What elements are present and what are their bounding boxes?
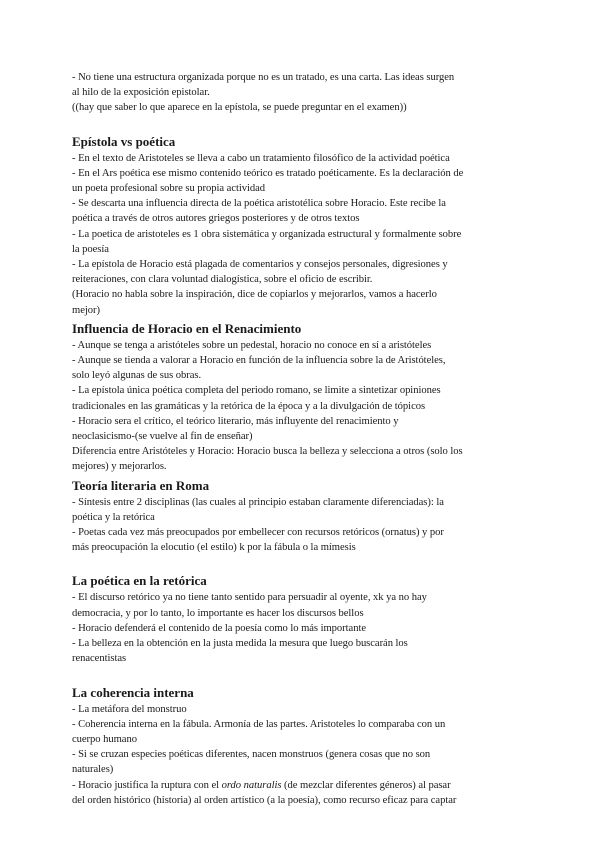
text-line: reiteraciones, con clara voluntad dialogística, sobre el oficio de escribir. [72,274,373,286]
text-line: tradicionales en las gramáticas y la retórica de la época y a la divulgación de tópicos [72,400,426,412]
text-line: - Horacio sera el crítico, el teórico literario, más influyente del renacimiento y [72,415,399,427]
section-epistola-vs-poetica [72,133,524,318]
text-line: renacentistas [72,653,127,665]
text-line: solo leyó algunas de sus obras. [72,370,202,382]
text-line: - Se descarta una influencia directa de la poética aristotélica sobre Horacio. Este recibe la [72,198,446,210]
text-line: - La poetica de aristoteles es 1 obra sistemática y organizada estructural y formalmente sobre [72,228,462,240]
text-line: ((hay que saber lo que aparece en la epístola, se puede preguntar en el examen)) [72,102,407,114]
text-line: mejor) [72,304,100,316]
text-line-with-italic [72,778,524,793]
text-line: poética a través de otros autores griegos posteriores y de otros textos [72,213,360,225]
text-line: al hilo de la exposición epistolar. [72,87,210,99]
text-line: - Aunque se tienda a valorar a Horacio en función de la influencia sobre la de Aristóteles, [72,355,446,367]
text-line: - La epístola de Horacio está plagada de comentarios y consejos personales, digresiones y [72,259,448,271]
section-heading: La coherencia interna [72,684,194,700]
text-line: - Si se cruzan especies poéticas diferentes, nacen monstruos (genera cosas que no son [72,749,431,761]
text-line: democracia, y por lo tanto, lo importante es hacer los discursos bellos [72,607,364,619]
text-fragment: - Horacio justifica la ruptura con el [72,779,222,791]
italic-term: ordo naturalis [221,779,282,791]
text-line: Diferencia entre Aristóteles y Horacio: Horacio busca la belleza y selecciona a otros (solo los [72,446,463,458]
text-line: - Coherencia interna en la fábula. Armonía de las partes. Aristoteles lo comparaba con un [72,718,446,730]
text-line: poética y la retórica [72,511,155,523]
text-fragment: (de mezclar diferentes géneros) al pasar [281,779,451,791]
section-coherencia-interna [72,684,524,808]
text-line: un poeta profesional sobre su propia actividad [72,183,266,195]
intro-block [72,70,524,116]
text-line: - Aunque se tenga a aristóteles sobre un pedestal, horacio no conoce en sí a aristóteles [72,339,432,351]
text-line: naturales) [72,764,114,776]
text-line: - El discurso retórico ya no tiene tanto sentido para persuadir al oyente, xk ya no hay [72,592,427,604]
text-line: - Horacio defenderá el contenido de la poesía como lo más importante [72,622,366,634]
section-heading: La poética en la retórica [72,573,207,589]
section-teoria-literaria-roma [72,477,524,556]
text-line: neoclasicismo-(se vuelve al fin de enseñar) [72,431,253,443]
text-line: del orden histórico (historia) al orden artístico (a la poesía), como recurso eficaz para captar [72,794,457,806]
text-line: más preocupación la elocutio (el estilo) k por la fábula o la mímesis [72,542,356,554]
section-poetica-en-retorica [72,572,524,666]
text-line: la poesía [72,243,109,255]
text-line: - La belleza en la obtención en la justa medida la mesura que luego buscarán los [72,638,408,650]
section-heading: Teoría literaria en Roma [72,477,210,493]
text-line: (Horacio no habla sobre la inspiración, dice de copiarlos y mejorarlos, vamos a hacerlo [72,289,437,301]
text-line: cuerpo humano [72,733,137,745]
section-heading: Influencia de Horacio en el Renacimiento [72,320,302,336]
text-line: - En el Ars poética ese mismo contenido teórico es tratado poéticamente. Es la declaración de [72,167,464,179]
text-line: - Síntesis entre 2 disciplinas (las cuales al principio estaban claramente diferenciadas): la [72,496,444,508]
text-line: - La metáfora del monstruo [72,703,187,715]
text-line: - La epístola única poética completa del periodo romano, se limite a sintetizar opiniones [72,385,441,397]
text-line: - Poetas cada vez más preocupados por embellecer con recursos retóricos (ornatus) y por [72,527,444,539]
text-line: - En el texto de Aristoteles se lleva a cabo un tratamiento filosófico de la actividad poética [72,152,450,164]
text-line: mejores) y mejorarlos. [72,461,167,473]
section-heading: Epístola vs poética [72,133,176,149]
section-influencia-horacio [72,320,524,475]
text-line: - No tiene una estructura organizada porque no es un tratado, es una carta. Las ideas surgen [72,72,455,83]
